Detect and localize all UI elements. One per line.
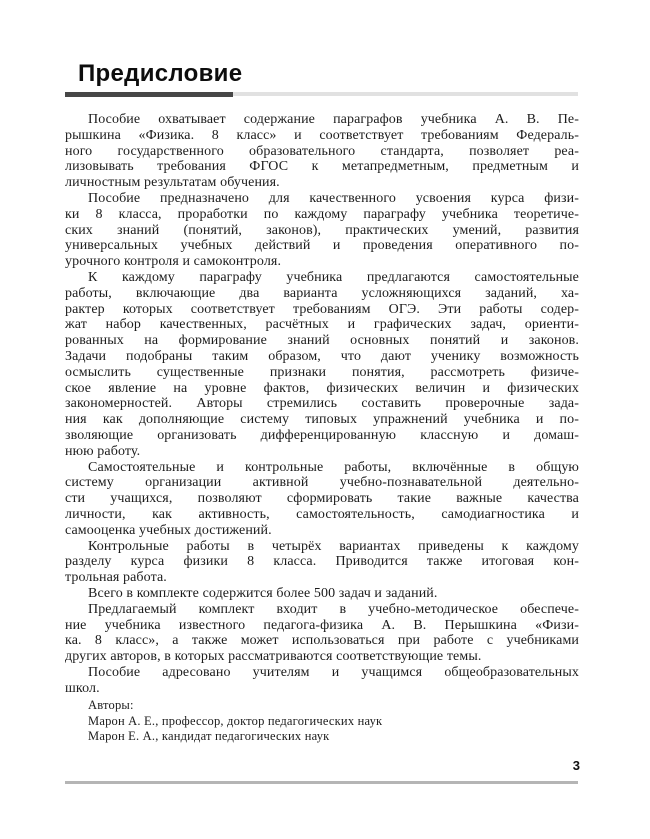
text-line: систему организации активной учебно-познавательной деятельно- bbox=[65, 475, 579, 491]
text-line: Всего в комплекте содержится более 500 задач и заданий. bbox=[88, 585, 438, 601]
authors-block bbox=[65, 698, 579, 745]
text-line: Пособие охватывает содержание параграфов учебника А. В. Пе- bbox=[88, 112, 579, 127]
text-line: закономерностей. Авторы стремились составить проверочные зада- bbox=[65, 396, 579, 412]
text-line: других авторов, в которых рассматриваются соответствующие темы. bbox=[65, 649, 482, 665]
text-line: Задачи подобраны таким образом, что дают ученику возможность bbox=[65, 348, 579, 364]
text-line: ки 8 класса, проработки по каждому параграфу учебника теоретиче- bbox=[65, 206, 579, 222]
text-line: рованных на формирование знаний основных понятий и законов. bbox=[65, 333, 579, 349]
text-line: лизовывать требования ФГОС к метапредметным, предметным и bbox=[65, 159, 579, 175]
text-line: школ. bbox=[65, 680, 100, 696]
preface-paragraph bbox=[65, 586, 579, 602]
text-line: нюю работу. bbox=[65, 443, 141, 459]
text-line: К каждому параграфу учебника предлагаются самостоятельные bbox=[88, 269, 579, 285]
title-underline-light bbox=[233, 92, 578, 96]
text-line: осмыслить существенные признаки понятия, рассмотреть физиче- bbox=[65, 364, 579, 380]
text-line: личности, как активность, самостоятельность, самодиагностика и bbox=[65, 506, 579, 522]
text-line: Самостоятельные и контрольные работы, включённые в общую bbox=[88, 459, 579, 475]
text-line: урочного контроля и самоконтроля. bbox=[65, 254, 282, 270]
footer-rule bbox=[65, 781, 578, 784]
preface-paragraph bbox=[65, 191, 579, 270]
text-line: ного государственного образовательного стандарта, позволяет реа- bbox=[65, 143, 579, 159]
text-line: ния как дополняющие систему типовых упражнений учебника и по- bbox=[65, 412, 579, 428]
text-line: Предлагаемый комплект входит в учебно-методическое обеспече- bbox=[88, 601, 579, 617]
text-line: Пособие предназначено для качественного усвоения курса физи- bbox=[88, 190, 579, 206]
text-line: сти учащихся, позволяют сформировать такие важные качества bbox=[65, 491, 579, 507]
text-line: зволяющие организовать дифференцированную классную и домаш- bbox=[65, 427, 579, 443]
preface-paragraph bbox=[65, 665, 579, 697]
preface-paragraph bbox=[65, 602, 579, 665]
text-line: универсальных учебных действий и проведения оперативного по- bbox=[65, 238, 579, 254]
text-line: трольная работа. bbox=[65, 570, 167, 586]
text-line: личностным результатам обучения. bbox=[65, 175, 280, 191]
page-title: Предисловие bbox=[78, 60, 243, 87]
authors-heading: Авторы: bbox=[88, 698, 134, 712]
text-line: рышкина «Физика. 8 класс» и соответствует требованиям Федераль- bbox=[65, 127, 579, 143]
preface-paragraph bbox=[65, 112, 579, 191]
text-line: Контрольные работы в четырёх вариантах приведены к каждому bbox=[88, 538, 579, 554]
text-line: разделу курса физики 8 класса. Приводится также итоговая кон- bbox=[65, 554, 579, 570]
text-line: ние учебника известного педагога-физика А. В. Перышкина «Физи- bbox=[65, 617, 579, 633]
title-underline-dark bbox=[65, 92, 233, 97]
text-line: ских знаний (понятий, законов), практических умений, развития bbox=[65, 222, 579, 238]
text-line: ское явление на уровне фактов, физических величин и физических bbox=[65, 380, 579, 396]
text-line: жат набор качественных, расчётных и графических задач, ориенти- bbox=[65, 317, 579, 333]
page-number: 3 bbox=[572, 758, 580, 773]
text-line: самооценка учебных достижений. bbox=[65, 522, 272, 538]
preface-paragraph bbox=[65, 539, 579, 586]
text-line: Пособие адресовано учителям и учащимся общеобразовательных bbox=[88, 664, 579, 680]
preface-text bbox=[65, 112, 579, 696]
author-line: Марон А. Е., профессор, доктор педагогических наук bbox=[88, 713, 383, 728]
preface-paragraph bbox=[65, 460, 579, 539]
text-line: работы, включающие два варианта усложняющихся заданий, ха- bbox=[65, 285, 579, 301]
author-line: Марон Е. А., кандидат педагогических наук bbox=[88, 729, 330, 744]
text-line: рактер которых соответствует требованиям ОГЭ. Эти работы содер- bbox=[65, 301, 579, 317]
text-line: ка. 8 класс», а также может использоваться при работе с учебниками bbox=[65, 633, 579, 649]
preface-paragraph bbox=[65, 270, 579, 460]
